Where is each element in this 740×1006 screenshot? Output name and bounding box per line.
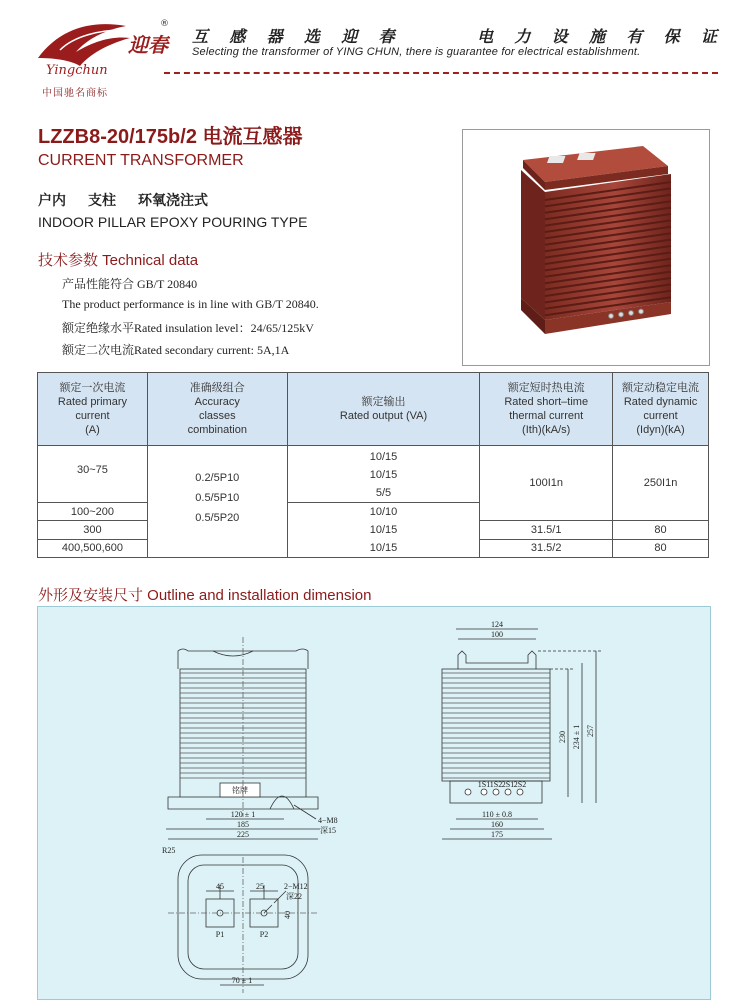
cell-output: 10/10 10/15 10/15 — [287, 503, 480, 558]
cell-dynamic: 80 — [613, 539, 709, 557]
plan-dim-45: 45 — [216, 882, 224, 891]
spec-line: The product performance is in line with GB/T 20840. — [62, 297, 319, 311]
plan-view — [162, 846, 318, 993]
slogan-char: 力 — [514, 29, 531, 46]
side-bottom-dim-1: 110 ± 0.8 — [481, 810, 513, 819]
terminal-2s2: 2S2 — [513, 780, 527, 789]
brand-subtitle: 中国驰名商标 — [42, 88, 108, 99]
slogan-char: 证 — [700, 29, 717, 46]
slogan-char: 器 — [266, 29, 283, 46]
product-subtitle: CURRENT TRANSFORMER — [38, 152, 244, 169]
product-type-cn — [38, 190, 230, 210]
slogan-char: 春 — [378, 29, 395, 46]
slogan-cn — [192, 24, 717, 47]
table-header-row — [38, 373, 709, 446]
type-indoor: 户内 — [38, 193, 66, 209]
side-bottom-dim-3: 175 — [491, 830, 503, 839]
slogan-char: 感 — [229, 29, 246, 46]
plan-radius: R25 — [162, 846, 176, 855]
outline-heading: 外形及安装尺寸 Outline and installation dimension — [38, 587, 372, 604]
spec-line: 额定绝缘水平Rated insulation level：24/65/125kV — [62, 321, 314, 335]
brand-cn: 迎春 — [128, 33, 168, 57]
terminal-2s1: 2S1 — [501, 780, 515, 789]
cell-dynamic: 80 — [613, 521, 709, 539]
brand-script: Yingchun — [46, 63, 108, 78]
side-height-2: 234 ± 1 — [572, 724, 581, 750]
outline-drawing — [37, 606, 711, 1000]
cell-primary: 300 — [38, 521, 148, 539]
product-photo — [462, 129, 710, 366]
slogan-char: 迎 — [341, 29, 358, 46]
plan-dim-70: 70 ± 1 — [231, 976, 253, 985]
registered-mark: ® — [160, 19, 169, 29]
bolt-label: 4−M8 — [318, 816, 338, 825]
type-pillar: 支柱 — [88, 193, 116, 209]
slogan-char: 互 — [192, 29, 209, 46]
front-dim-3: 225 — [237, 830, 249, 839]
spec-table — [37, 372, 709, 558]
cell-primary: 30~75 — [38, 446, 148, 503]
cell-thermal: 31.5/1 — [480, 521, 613, 539]
cell-accuracy: 0.2/5P10 0.5/5P10 0.5/5P20 — [147, 446, 287, 558]
product-title: LZZB8-20/175b/2 电流互感器 — [38, 126, 303, 148]
side-top-dim-2: 100 — [491, 630, 503, 639]
front-dim-1: 120 ± 1 — [230, 810, 256, 819]
tech-heading: 技术参数 Technical data — [38, 252, 199, 269]
table-row — [38, 446, 709, 503]
col-output: 额定输出 Rated output (VA) — [287, 373, 480, 446]
type-epoxy: 环氧浇注式 — [138, 193, 208, 209]
brand-logo — [30, 10, 170, 80]
spec-line: 额定二次电流Rated secondary current: 5A,1A — [62, 343, 290, 357]
dimension-drawing — [38, 607, 710, 999]
slogan-char: 有 — [626, 29, 643, 46]
front-dim-2: 185 — [237, 820, 249, 829]
slogan-char: 选 — [303, 29, 320, 46]
cell-thermal: 31.5/2 — [480, 539, 613, 557]
plan-thread: 2−M12 — [284, 882, 308, 891]
side-top-dim-1: 124 — [491, 620, 503, 629]
col-accuracy: 准确级组合 Accuracy classes combination — [147, 373, 287, 446]
front-view — [166, 637, 338, 839]
cell-primary: 400,500,600 — [38, 539, 148, 557]
side-height-3: 257 — [586, 725, 595, 737]
slogan-char: 设 — [551, 29, 568, 46]
swallow-logo-icon — [30, 10, 170, 80]
plan-p2: P2 — [259, 930, 269, 939]
bolt-depth-label: 深15 — [320, 826, 336, 835]
terminal-1s2: 1S2 — [489, 780, 503, 789]
transformer-image — [463, 130, 709, 365]
cell-dynamic: 250I1n — [613, 446, 709, 521]
plan-dim-40: 40 — [283, 911, 292, 919]
plan-dim-25: 25 — [256, 882, 264, 891]
cell-thermal: 100I1n — [480, 446, 613, 521]
product-type-en: INDOOR PILLAR EPOXY POURING TYPE — [38, 214, 308, 230]
header-divider — [164, 72, 718, 74]
col-thermal: 额定短时热电流 Rated short–time thermal current (Ith)(kA/s) — [480, 373, 613, 446]
cell-primary: 100~200 — [38, 503, 148, 521]
spec-line: 产品性能符合 GB/T 20840 — [62, 277, 198, 291]
side-height-1: 230 — [558, 731, 567, 743]
slogan-char: 电 — [477, 29, 494, 46]
slogan-char: 保 — [663, 29, 680, 46]
cell-output: 10/15 10/15 5/5 — [287, 446, 480, 503]
plan-thread-depth: 深22 — [286, 892, 302, 901]
plan-p1: P1 — [215, 930, 225, 939]
col-primary-current: 额定一次电流 Rated primary current (A) — [38, 373, 148, 446]
nameplate-label: 铭牌 — [232, 786, 248, 795]
slogan-char: 施 — [588, 29, 605, 46]
side-view — [442, 620, 602, 839]
col-dynamic: 额定动稳定电流 Rated dynamic current (Idyn)(kA) — [613, 373, 709, 446]
slogan-en: Selecting the transformer of YING CHUN, there is guarantee for electrical establishment. — [192, 46, 641, 58]
terminal-1s1: 1S1 — [477, 780, 491, 789]
side-bottom-dim-2: 160 — [491, 820, 503, 829]
